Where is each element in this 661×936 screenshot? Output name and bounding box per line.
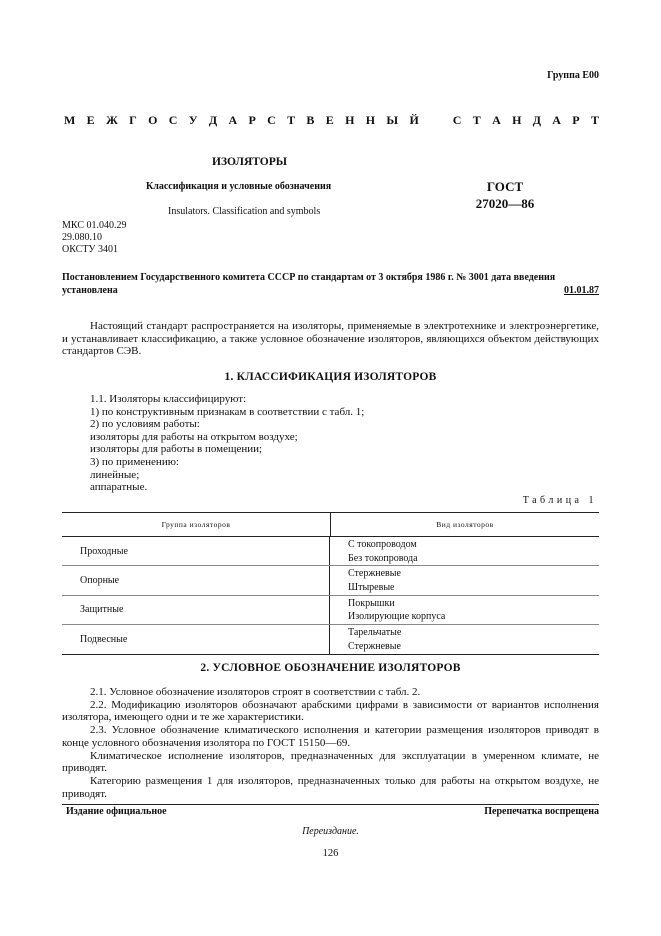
header-group: Группа изоляторов <box>62 513 331 536</box>
code-mks-2: 29.080.10 <box>62 232 102 243</box>
paragraph: 2.1. Условное обозначение изоляторов строят в соответствии с табл. 2. <box>90 686 421 698</box>
section-2-body <box>62 686 599 800</box>
banner-letter: В <box>306 113 315 127</box>
intro-paragraph: Настоящий стандарт распространяется на изоляторы, применяемые в электротехнике и электроэнергетике, и устанавливает классификацию, а также условное обозначение изоляторов, являющихся объектом действующих стандартов СЭВ. <box>62 320 599 358</box>
banner-letter: А <box>228 113 238 127</box>
classification-codes <box>62 220 126 256</box>
footer-divider <box>62 804 599 805</box>
reprint-prohibited-note: Перепечатка воспрещена <box>484 806 599 817</box>
banner-letter: Н <box>345 113 355 127</box>
table-row <box>62 624 599 653</box>
cell-type: Стержневые <box>348 640 401 652</box>
list-item: 2) по условиям работы: <box>90 418 200 431</box>
standard-banner <box>64 113 599 128</box>
cell-type: Изолирующие корпуса <box>348 611 446 623</box>
decree-line: Постановлением Государственного комитета СССР по стандартам от 3 октября 1986 г. № 3001 дата введения <box>62 272 556 283</box>
cell-type: Тарельчатые <box>348 627 402 639</box>
header-type: Вид изоляторов <box>436 520 494 529</box>
section-1-list <box>90 393 364 494</box>
effective-date: 01.01.87 <box>564 284 599 296</box>
reissue-note: Переиздание. <box>302 826 359 837</box>
table-row <box>62 537 599 565</box>
cell-type: Стержневые <box>348 568 401 580</box>
banner-letter: Р <box>572 113 580 127</box>
list-item: изоляторы для работы в помещении; <box>90 443 263 456</box>
list-item: аппаратные. <box>90 481 148 494</box>
table-header <box>62 513 599 537</box>
cell-group: Проходные <box>62 537 330 565</box>
banner-letter: Т <box>590 113 599 127</box>
cell-type: Штыревые <box>348 581 395 593</box>
list-item: 1) по конструктивным признакам в соответствии с табл. 1; <box>90 405 365 418</box>
document-subtitle: Классификация и условные обозначения <box>146 181 332 192</box>
cell-group: Опорные <box>62 566 330 594</box>
banner-letter: С <box>267 113 276 127</box>
page-number: 126 <box>322 848 339 859</box>
banner-letter: Р <box>248 113 256 127</box>
cell-group: Защитные <box>62 596 330 624</box>
section-2-heading: 2. УСЛОВНОЕ ОБОЗНАЧЕНИЕ ИЗОЛЯТОРОВ <box>200 662 461 674</box>
decree-line-2: установлена <box>62 284 118 296</box>
paragraph: Климатическое исполнение изоляторов, предназначенных для эксплуатации в умеренном климате, не приводят. <box>62 749 599 775</box>
cell-type: Покрышки <box>348 597 395 609</box>
code-okstu: ОКСТУ 3401 <box>62 244 119 255</box>
cell-type: Без токопровода <box>348 552 418 564</box>
paragraph: Категорию размещения 1 для изоляторов, предназначенных только для работы на открытом воздухе, не приводят. <box>62 774 599 800</box>
paragraph: 2.3. Условное обозначение климатического исполнения и категории размещения изоляторов приводят в конце условного обозначения изолятора по ГОСТ 15150—69. <box>62 724 599 749</box>
list-item: изоляторы для работы на открытом воздухе; <box>90 430 298 443</box>
banner-letter: Д <box>532 113 541 127</box>
section-1-heading: 1. КЛАССИФИКАЦИЯ ИЗОЛЯТОРОВ <box>224 371 437 383</box>
banner-letter: Т <box>287 113 296 127</box>
banner-letter: Й <box>409 113 419 127</box>
banner-letter: С <box>452 113 462 127</box>
banner-letter: М <box>64 113 76 127</box>
official-edition-note: Издание официальное <box>66 806 167 817</box>
banner-letter: Д <box>208 113 218 127</box>
banner-letter: Е <box>325 113 334 127</box>
banner-letter: О <box>148 113 158 127</box>
code-mks: МКС 01.040.29 <box>62 220 127 231</box>
banner-letter: А <box>492 113 501 127</box>
cell-group: Подвесные <box>62 625 330 653</box>
banner-letter: У <box>188 113 198 127</box>
gost-number <box>470 178 540 212</box>
table-row <box>62 565 599 594</box>
list-item: линейные; <box>90 468 140 481</box>
list-item: 3) по применению: <box>90 455 179 468</box>
list-item: 1.1. Изоляторы классифицируют: <box>90 393 247 405</box>
banner-letter: Е <box>86 113 95 127</box>
banner-letter: Ы <box>386 113 399 127</box>
table-row <box>62 595 599 624</box>
decree-statement <box>62 272 599 297</box>
document-title: ИЗОЛЯТОРЫ <box>212 156 288 168</box>
gost-label: ГОСТ <box>486 179 524 194</box>
cell-type: С токопроводом <box>348 539 417 550</box>
banner-letter: А <box>552 113 561 127</box>
banner-letter: Ж <box>105 113 118 127</box>
banner-letter: Н <box>512 113 522 127</box>
english-title: Insulators. Classification and symbols <box>168 206 321 217</box>
table-label: Таблица 1 <box>522 495 597 506</box>
banner-letter: Т <box>472 113 481 127</box>
group-code: Группа Е00 <box>547 70 599 81</box>
banner-letter: Г <box>129 113 137 127</box>
paragraph: 2.2. Модификацию изоляторов обозначают арабскими цифрами в зависимости от вариантов исполнения изолятора, имеющего одни и те же характеристики. <box>62 698 599 724</box>
gost-code: 27020—86 <box>475 196 535 211</box>
banner-letter: С <box>168 113 178 127</box>
banner-letter: Н <box>365 113 376 127</box>
classification-table <box>62 512 599 655</box>
